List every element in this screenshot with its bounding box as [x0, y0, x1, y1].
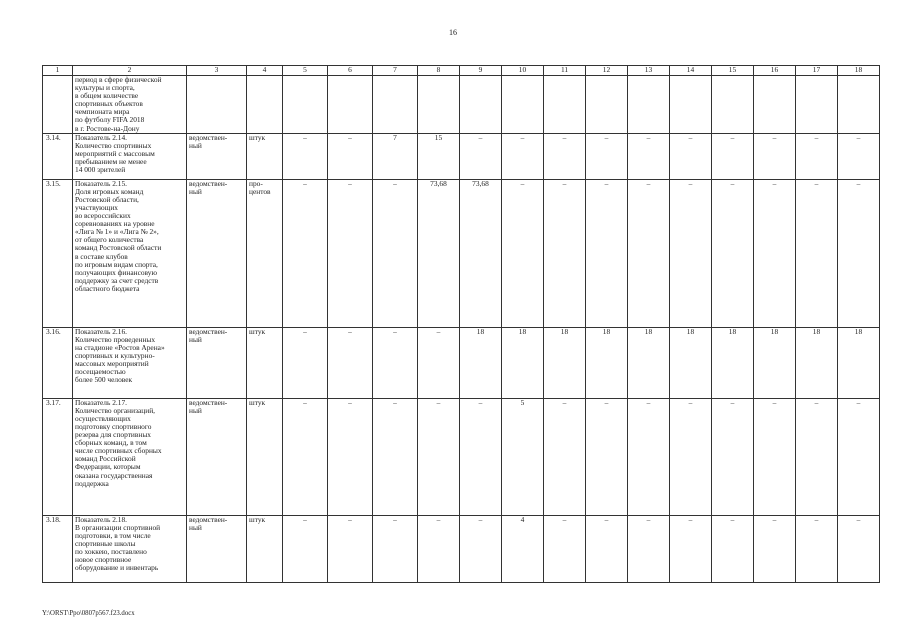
table-row	[43, 133, 880, 179]
indicator-description-line: участвующих	[75, 202, 118, 212]
indicator-description-line: В организации спортивной	[75, 522, 161, 532]
year-value-cell: 18	[544, 327, 586, 398]
year-value-cell	[328, 76, 373, 134]
indicator-description-line: массовых мероприятий	[75, 359, 149, 369]
indicator-description	[73, 76, 187, 134]
data-source-line: ный	[189, 334, 202, 344]
indicator-description	[73, 179, 187, 327]
year-value-cell: –	[754, 515, 796, 582]
year-value-cell: 18	[712, 327, 754, 398]
indicator-description-line: Показатель 2.16.	[75, 326, 127, 336]
indicator-description	[73, 133, 187, 179]
indicator-description-line: посещаемостью	[75, 367, 126, 377]
year-value-cell	[670, 76, 712, 134]
year-value-cell	[544, 76, 586, 134]
unit-of-measure-line: штук	[249, 326, 266, 336]
indicator-description-line: новое спортивное	[75, 555, 132, 565]
row-number	[43, 76, 73, 134]
indicator-description-line: мероприятий с массовым	[75, 148, 155, 158]
indicator-description-line: Количество спортивных	[75, 140, 152, 150]
year-value-cell: –	[544, 133, 586, 179]
data-source-line: ведомствен-	[189, 326, 228, 336]
year-value-cell	[628, 76, 670, 134]
indicator-description-line: «Лига № 1» и «Лига № 2»,	[75, 227, 159, 237]
year-value-cell: –	[796, 398, 838, 515]
year-value-cell: –	[502, 179, 544, 327]
indicator-description-line: чемпионата мира	[75, 107, 130, 117]
indicator-description-line: подготовки, в том числе	[75, 530, 151, 540]
column-header-10: 10	[502, 66, 544, 76]
column-header-9: 9	[460, 66, 502, 76]
indicator-description-line: команд Российской	[75, 454, 136, 464]
column-header-3: 3	[187, 66, 247, 76]
data-source	[187, 327, 247, 398]
year-value-cell: 18	[796, 327, 838, 398]
year-value-cell: –	[628, 515, 670, 582]
indicator-description-line: соревнованиях на уровне	[75, 219, 155, 229]
indicator-description-line: спортивных и культурно-	[75, 350, 155, 360]
indicator-table	[42, 65, 880, 583]
year-value-cell: –	[838, 133, 880, 179]
column-header-15: 15	[712, 66, 754, 76]
unit-of-measure	[247, 179, 283, 327]
column-header-2: 2	[73, 66, 187, 76]
row-number: 3.15.	[43, 179, 73, 327]
unit-of-measure	[247, 398, 283, 515]
year-value-cell: –	[712, 515, 754, 582]
indicator-description-line: пребыванием не менее	[75, 156, 147, 166]
indicator-description-line: поддержку за счет средств	[75, 275, 159, 285]
year-value-cell	[754, 76, 796, 134]
year-value-cell: –	[460, 515, 502, 582]
year-value-cell: –	[328, 398, 373, 515]
column-header-5: 5	[283, 66, 328, 76]
year-value-cell: 7	[373, 133, 418, 179]
unit-of-measure	[247, 327, 283, 398]
year-value-cell: –	[628, 133, 670, 179]
indicator-description-line: оборудование и инвентарь	[75, 563, 159, 573]
unit-of-measure-line: штук	[249, 397, 266, 407]
year-value-cell: 18	[460, 327, 502, 398]
indicator-description-line: Количество организаций,	[75, 405, 156, 415]
year-value-cell: 18	[754, 327, 796, 398]
table-row	[43, 515, 880, 582]
year-value-cell: –	[670, 133, 712, 179]
header-row	[43, 66, 880, 76]
indicator-description-line: Показатель 2.17.	[75, 397, 127, 407]
year-value-cell: –	[328, 515, 373, 582]
year-value-cell: 4	[502, 515, 544, 582]
year-value-cell	[796, 76, 838, 134]
row-number: 3.16.	[43, 327, 73, 398]
year-value-cell: –	[544, 398, 586, 515]
data-source	[187, 76, 247, 134]
row-number: 3.17.	[43, 398, 73, 515]
indicator-description-line: период в сфере физической	[75, 75, 162, 84]
indicator-description-line: по хоккею, поставлено	[75, 547, 147, 557]
footer-file-path: Y:\ORST\Ppo\0807p567.f23.docx	[42, 610, 135, 617]
column-header-7: 7	[373, 66, 418, 76]
indicator-description-line: во всероссийских	[75, 211, 131, 221]
unit-of-measure-line: центов	[249, 186, 271, 196]
indicator-description-line: Ростовской области,	[75, 194, 139, 204]
year-value-cell: –	[796, 179, 838, 327]
year-value-cell: –	[796, 515, 838, 582]
indicator-description	[73, 515, 187, 582]
column-header-1: 1	[43, 66, 73, 76]
year-value-cell: –	[373, 398, 418, 515]
unit-of-measure-line: штук	[249, 514, 266, 524]
data-source-line: ведомствен-	[189, 178, 228, 188]
year-value-cell: 18	[586, 327, 628, 398]
indicator-description-line: Количество проведенных	[75, 334, 156, 344]
year-value-cell: –	[712, 398, 754, 515]
indicator-description-line: оказана государственная	[75, 470, 153, 480]
year-value-cell: –	[754, 179, 796, 327]
year-value-cell: –	[838, 398, 880, 515]
column-header-11: 11	[544, 66, 586, 76]
data-source-line: ведомствен-	[189, 397, 228, 407]
indicator-description	[73, 398, 187, 515]
indicator-description-line: на стадионе «Ростов Арена»	[75, 342, 165, 352]
year-value-cell: 15	[418, 133, 460, 179]
row-number: 3.14.	[43, 133, 73, 179]
unit-of-measure	[247, 76, 283, 134]
unit-of-measure	[247, 515, 283, 582]
indicator-description-line: Показатель 2.14.	[75, 132, 127, 142]
year-value-cell: –	[628, 179, 670, 327]
year-value-cell: –	[328, 179, 373, 327]
column-header-6: 6	[328, 66, 373, 76]
indicator-description-line: Показатель 2.18.	[75, 514, 127, 524]
year-value-cell	[460, 76, 502, 134]
indicator-description-line: 14 000 зрителей	[75, 165, 126, 175]
row-number: 3.18.	[43, 515, 73, 582]
year-value-cell	[373, 76, 418, 134]
data-source	[187, 515, 247, 582]
year-value-cell: –	[418, 515, 460, 582]
indicator-description-line: числе спортивных сборных	[75, 446, 162, 456]
column-header-14: 14	[670, 66, 712, 76]
indicator-description-line: в г. Ростове-на-Дону	[75, 123, 140, 133]
unit-of-measure-line: про-	[249, 178, 263, 188]
column-header-17: 17	[796, 66, 838, 76]
year-value-cell: –	[283, 515, 328, 582]
column-header-13: 13	[628, 66, 670, 76]
year-value-cell: –	[670, 179, 712, 327]
year-value-cell: –	[460, 398, 502, 515]
year-value-cell: –	[544, 515, 586, 582]
year-value-cell: –	[754, 133, 796, 179]
data-source	[187, 398, 247, 515]
column-header-16: 16	[754, 66, 796, 76]
indicator-description-line: в составе клубов	[75, 251, 128, 261]
unit-of-measure-line: штук	[249, 132, 266, 142]
year-value-cell: –	[796, 133, 838, 179]
year-value-cell: 18	[670, 327, 712, 398]
indicator-description-line: команд Ростовской области	[75, 243, 162, 253]
year-value-cell: –	[712, 133, 754, 179]
year-value-cell: –	[418, 327, 460, 398]
year-value-cell: –	[283, 179, 328, 327]
indicator-description-line: более 500 человек	[75, 375, 133, 385]
indicator-description-line: поддержка	[75, 478, 109, 488]
year-value-cell: –	[328, 327, 373, 398]
indicator-description-line: подготовку спортивного	[75, 421, 152, 431]
indicator-description-line: культуры и спорта,	[75, 83, 135, 93]
table-row	[43, 327, 880, 398]
year-value-cell: –	[502, 133, 544, 179]
year-value-cell: 18	[838, 327, 880, 398]
year-value-cell	[712, 76, 754, 134]
column-header-18: 18	[838, 66, 880, 76]
year-value-cell: –	[586, 515, 628, 582]
year-value-cell: –	[670, 515, 712, 582]
indicator-description-line: сборных команд, в том	[75, 438, 147, 448]
year-value-cell	[502, 76, 544, 134]
year-value-cell: –	[628, 398, 670, 515]
year-value-cell	[586, 76, 628, 134]
table-row	[43, 76, 880, 134]
year-value-cell: 73,68	[418, 179, 460, 327]
indicator-description-line: спортивных объектов	[75, 99, 143, 109]
data-source-line: ведомствен-	[189, 514, 228, 524]
table-row	[43, 179, 880, 327]
indicator-description	[73, 327, 187, 398]
year-value-cell: –	[373, 327, 418, 398]
indicator-description-line: получающих финансовую	[75, 267, 158, 277]
year-value-cell: 18	[502, 327, 544, 398]
data-source	[187, 179, 247, 327]
data-source-line: ный	[189, 522, 202, 532]
year-value-cell: –	[586, 179, 628, 327]
data-source	[187, 133, 247, 179]
year-value-cell: –	[670, 398, 712, 515]
year-value-cell	[283, 76, 328, 134]
indicator-description-line: спортивные школы	[75, 538, 136, 548]
column-header-4: 4	[247, 66, 283, 76]
indicator-description-line: по футболу FIFA 2018	[75, 115, 145, 125]
year-value-cell: –	[586, 398, 628, 515]
data-source-line: ный	[189, 140, 202, 150]
year-value-cell: –	[712, 179, 754, 327]
year-value-cell: –	[373, 179, 418, 327]
year-value-cell: 18	[628, 327, 670, 398]
year-value-cell: –	[418, 398, 460, 515]
indicator-description-line: по игровым видам спорта,	[75, 259, 158, 269]
indicator-description-line: областного бюджета	[75, 283, 140, 293]
data-source-line: ный	[189, 186, 202, 196]
indicator-description-line: осуществляющих	[75, 413, 131, 423]
year-value-cell: 73,68	[460, 179, 502, 327]
indicator-description-line: Доля игровых команд	[75, 186, 144, 196]
year-value-cell: –	[373, 515, 418, 582]
year-value-cell: –	[754, 398, 796, 515]
year-value-cell: 5	[502, 398, 544, 515]
page-number: 16	[449, 28, 457, 37]
year-value-cell: –	[283, 327, 328, 398]
data-source-line: ный	[189, 405, 202, 415]
indicator-description-line: в общем количестве	[75, 91, 139, 101]
year-value-cell	[838, 76, 880, 134]
indicator-description-line: Федерации, которым	[75, 462, 141, 472]
year-value-cell: –	[283, 398, 328, 515]
indicator-description-line: Показатель 2.15.	[75, 178, 127, 188]
year-value-cell: –	[838, 515, 880, 582]
year-value-cell	[418, 76, 460, 134]
indicator-description-line: от общего количества	[75, 235, 144, 245]
year-value-cell: –	[328, 133, 373, 179]
year-value-cell: –	[838, 179, 880, 327]
unit-of-measure	[247, 133, 283, 179]
column-header-8: 8	[418, 66, 460, 76]
table-row	[43, 398, 880, 515]
column-header-12: 12	[586, 66, 628, 76]
year-value-cell: –	[586, 133, 628, 179]
year-value-cell: –	[544, 179, 586, 327]
data-source-line: ведомствен-	[189, 132, 228, 142]
year-value-cell: –	[460, 133, 502, 179]
indicator-description-line: резерва для спортивных	[75, 430, 151, 440]
year-value-cell: –	[283, 133, 328, 179]
